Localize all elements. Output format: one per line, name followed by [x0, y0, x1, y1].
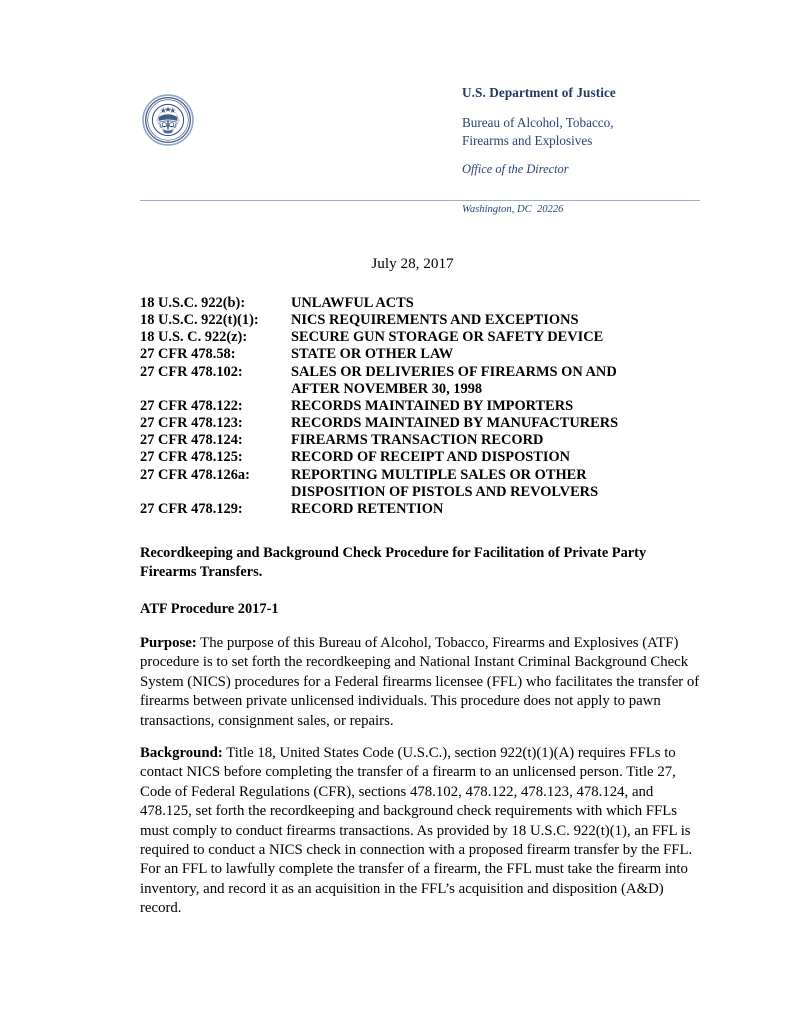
- statute-description: NICS REQUIREMENTS AND EXCEPTIONS: [291, 312, 579, 329]
- letterhead-divider: [140, 200, 700, 201]
- letterhead-address: Washington, DC 20226: [462, 204, 564, 215]
- statute-citation: 18 U.S.C. 922(t)(1):: [140, 312, 259, 329]
- statute-reference-list: [140, 295, 700, 518]
- statute-description: RECORDS MAINTAINED BY MANUFACTURERS: [291, 415, 619, 432]
- paragraph-background-body: Title 18, United States Code (U.S.C.), section 922(t)(1)(A) requires FFLs to contact NICS before completing the transfer of a firearm to an unlicensed person. Title 27, Code of Federal Regulations (CFR), sections 478.102, 478.122, 478.123, 478.124, and 478.125, set forth the recordkeeping and background check requirements with which FFLs must comply to conduct firearms transactions. As provided by 18 U.S.C. 922(t)(1), an FFL is required to conduct a NICS check in connection with a proposed firearm transfer by the FFL. For an FFL to lawfully complete the transfer of a firearm, the FFL must take the firearm into inventory, and record it as an acquisition in the FFL’s acquisition and disposition (A&D) record.: [140, 745, 693, 917]
- procedure-number: ATF Procedure 2017-1: [140, 601, 279, 617]
- statute-row: [140, 415, 700, 432]
- statute-description: SALES OR DELIVERIES OF FIREARMS ON AND: [291, 363, 617, 380]
- statute-row: [140, 329, 700, 346]
- letterhead-text: [462, 86, 702, 177]
- statute-description: RECORDS MAINTAINED BY IMPORTERS: [291, 397, 574, 414]
- paragraph-purpose-label: Purpose:: [140, 635, 197, 651]
- document-date: July 28, 2017: [371, 255, 454, 272]
- statute-row: [140, 501, 700, 518]
- statute-description: STATE OR OTHER LAW: [291, 346, 454, 363]
- statute-citation: 27 CFR 478.126a:: [140, 466, 250, 483]
- statute-row: [140, 449, 700, 466]
- statute-description: REPORTING MULTIPLE SALES OR OTHER: [291, 466, 587, 483]
- statute-description: RECORD RETENTION: [291, 500, 444, 517]
- statute-citation: 27 CFR 478.129:: [140, 500, 243, 517]
- statute-citation: 27 CFR 478.102:: [140, 363, 243, 380]
- statute-row: [140, 295, 700, 312]
- statute-description: DISPOSITION OF PISTOLS AND REVOLVERS: [291, 483, 599, 500]
- statute-description: SECURE GUN STORAGE OR SAFETY DEVICE: [291, 329, 604, 346]
- statute-row: [140, 346, 700, 363]
- statute-citation: 27 CFR 478.122:: [140, 397, 243, 414]
- statute-row: [140, 484, 700, 501]
- statute-row: [140, 364, 700, 381]
- statute-citation: 27 CFR 478.58:: [140, 346, 236, 363]
- statute-description: FIREARMS TRANSACTION RECORD: [291, 432, 544, 449]
- paragraph-purpose-body: The purpose of this Bureau of Alcohol, Tobacco, Firearms and Explosives (ATF) procedure is to set forth the recordkeeping and National Instant Criminal Background Check System (NICS) procedures for a Federal firearms licensee (FFL) who facilitates the transfer of firearms between private unlicensed individuals. This procedure does not apply to pawn transactions, consignment sales, or repairs.: [140, 635, 700, 729]
- department-title: U.S. Department of Justice: [462, 85, 616, 100]
- statute-row: [140, 398, 700, 415]
- page-title: Recordkeeping and Background Check Procedure for Facilitation of Private Party Firearms Transfers.: [140, 545, 647, 580]
- bureau-name-line1: Bureau of Alcohol, Tobacco,: [462, 114, 614, 130]
- statute-citation: 27 CFR 478.124:: [140, 432, 243, 449]
- statute-row: [140, 432, 700, 449]
- statute-description: UNLAWFUL ACTS: [291, 295, 414, 311]
- office-title: Office of the Director: [462, 161, 569, 176]
- paragraph-background-label: Background:: [140, 745, 223, 761]
- paragraph-purpose: [140, 634, 700, 731]
- bureau-name-line2: Firearms and Explosives: [462, 133, 593, 149]
- doj-atf-seal-icon: [142, 94, 194, 146]
- statute-description: RECORD OF RECEIPT AND DISPOSTION: [291, 449, 571, 466]
- statute-description: AFTER NOVEMBER 30, 1998: [291, 380, 483, 397]
- statute-citation: 27 CFR 478.125:: [140, 449, 243, 466]
- statute-row: [140, 312, 700, 329]
- letterhead: [140, 86, 700, 216]
- statute-citation: 27 CFR 478.123:: [140, 415, 243, 432]
- statute-row: [140, 467, 700, 484]
- statute-row: [140, 381, 700, 398]
- bureau-name: [462, 114, 702, 151]
- paragraph-background: [140, 744, 700, 919]
- statute-citation: 18 U.S. C. 922(z):: [140, 329, 248, 346]
- statute-citation: 18 U.S.C. 922(b):: [140, 295, 246, 311]
